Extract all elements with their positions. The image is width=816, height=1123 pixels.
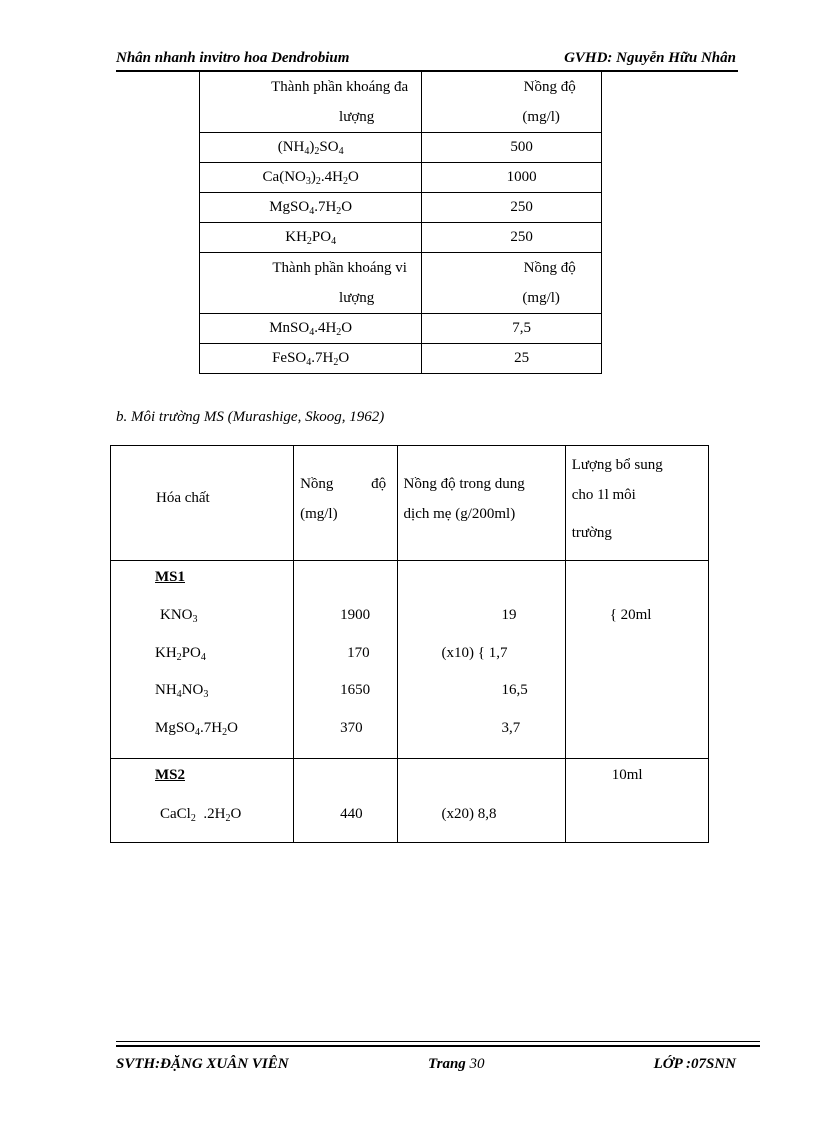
ms1-stock-2: (x10) { 1,7 — [441, 645, 508, 661]
micro-conc-line2: (mg/l) — [522, 290, 560, 306]
footer-page-number: 30 — [469, 1056, 485, 1072]
chemical-cell: $MnSO_4.4H_2O$ — [200, 314, 422, 344]
stock-header-line1: Nồng độ trong dung — [403, 476, 525, 492]
value-cell: 1000 — [422, 163, 602, 193]
ms2-stock-1: (x20) 8,8 — [441, 806, 497, 822]
footer-rule-thin — [116, 1041, 760, 1042]
ms2-conc-1: 440 — [340, 806, 363, 822]
page-header — [116, 48, 736, 70]
ms2-chem-cell — [111, 759, 294, 843]
micro-name-line2: lượng — [339, 290, 375, 306]
table-row — [200, 163, 602, 193]
ms1-conc-2: 170 — [347, 645, 370, 661]
ms-medium-table — [110, 445, 709, 843]
add-header — [565, 446, 708, 561]
macro-conc-line2: (mg/l) — [522, 109, 560, 125]
ms1-stock-cell — [397, 561, 565, 759]
micro-header-row — [200, 253, 602, 314]
footer-class: LỚP :07SNN — [653, 1056, 736, 1072]
ms1-add-cell — [565, 561, 708, 759]
footer-rule-thick — [116, 1045, 760, 1047]
chem-header — [111, 446, 294, 561]
macro-name-line2: lượng — [339, 109, 375, 125]
mineral-table — [199, 71, 602, 374]
micro-name-header — [200, 253, 422, 314]
ms1-chem-1: $KNO_3$ — [160, 607, 198, 625]
micro-conc-line1: Nồng độ — [523, 260, 576, 276]
chemical-cell: $FeSO_4.7H_2O$ — [200, 344, 422, 374]
ms1-group-row — [111, 561, 709, 759]
ms1-label: MS1 — [155, 569, 185, 585]
ms1-conc-4: 370 — [340, 720, 363, 736]
micro-name-line1: Thành phần khoáng vi — [272, 260, 407, 276]
ms1-conc-3: 1650 — [340, 682, 371, 698]
conc-header-b: độ — [371, 476, 387, 492]
conc-header-a: Nồng — [300, 476, 334, 492]
ms1-chem-cell — [111, 561, 294, 759]
section-title: b. Môi trường MS (Murashige, Skoog, 1962) — [116, 409, 385, 425]
table-row — [200, 223, 602, 253]
conc-header — [294, 446, 397, 561]
add-header-line2: cho 1l môi — [571, 487, 636, 503]
ms1-chem-4: $MgSO_4.7H_2O$ — [155, 720, 238, 738]
ms2-label: MS2 — [155, 767, 185, 783]
ms-header-row — [111, 446, 709, 561]
table-row — [200, 314, 602, 344]
macro-name-header — [200, 72, 422, 133]
ms1-chem-2: $KH_2PO_4$ — [155, 645, 206, 663]
ms2-add-value: 10ml — [611, 767, 643, 783]
table-row — [200, 344, 602, 374]
ms2-group-row — [111, 759, 709, 843]
ms2-conc-cell — [294, 759, 397, 843]
table-row — [200, 193, 602, 223]
macro-header-row — [200, 72, 602, 133]
ms1-stock-4: 3,7 — [501, 720, 521, 736]
ms1-conc-cell — [294, 561, 397, 759]
value-cell: 250 — [422, 223, 602, 253]
ms2-add-cell — [565, 759, 708, 843]
macro-conc-header — [422, 72, 602, 133]
chem-header-label: Hóa chất — [156, 490, 210, 506]
value-cell: 500 — [422, 133, 602, 163]
footer-page — [428, 1056, 485, 1073]
add-header-line1: Lượng bổ sung — [571, 457, 663, 473]
chemical-cell: $Ca(NO_3)_2.4H_2O$ — [200, 163, 422, 193]
footer-student: SVTH:ĐẶNG XUÂN VIÊN — [116, 1056, 289, 1072]
macro-name-line1: Thành phần khoáng đa — [271, 79, 409, 95]
footer-page-label: Trang — [428, 1056, 466, 1072]
value-cell: 250 — [422, 193, 602, 223]
ms1-stock-1: 19 — [501, 607, 517, 623]
conc-header-c: (mg/l) — [300, 506, 338, 522]
ms1-chem-3: $NH_4NO_3$ — [155, 682, 209, 700]
ms1-add-value: { 20ml — [609, 607, 652, 623]
chemical-cell: $MgSO_4.7H_2O$ — [200, 193, 422, 223]
add-header-line3: trường — [571, 525, 612, 541]
ms1-conc-1: 1900 — [340, 607, 371, 623]
table-row — [200, 133, 602, 163]
stock-header — [397, 446, 565, 561]
chemical-cell: $(NH_4)_2SO_4$ — [200, 133, 422, 163]
ms2-stock-cell — [397, 759, 565, 843]
header-advisor: GVHD: Nguyễn Hữu Nhân — [564, 50, 736, 66]
value-cell: 7,5 — [422, 314, 602, 344]
ms2-chem-1: CaCl$_2$ $.2H_2O$ — [160, 806, 242, 824]
macro-conc-line1: Nồng độ — [523, 79, 576, 95]
chemical-cell: $KH_2PO_4$ — [200, 223, 422, 253]
header-title: Nhân nhanh invitro hoa Dendrobium — [116, 50, 350, 66]
stock-header-line2: dịch mẹ (g/200ml) — [403, 506, 516, 522]
ms1-stock-3: 16,5 — [501, 682, 528, 698]
micro-conc-header — [422, 253, 602, 314]
value-cell: 25 — [422, 344, 602, 374]
